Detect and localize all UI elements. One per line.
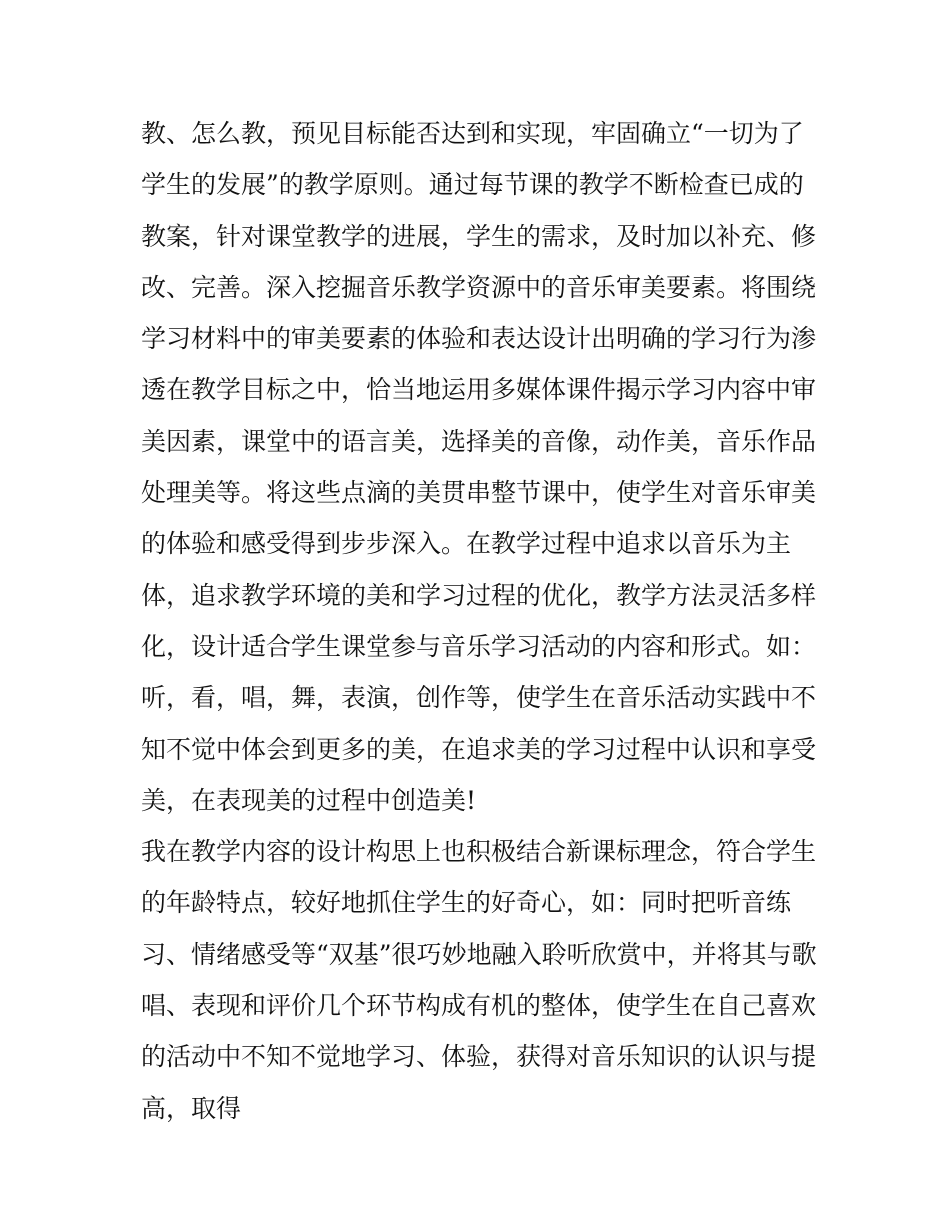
text-line: 教、怎么教，预见目标能否达到和实现，牢固确立“一切为了 xyxy=(141,119,804,148)
text-line: 听，看，唱，舞，表演，创作等，使学生在音乐活动实践中不 xyxy=(141,683,817,713)
text-line: 美，在表现美的过程中创造美! xyxy=(141,785,477,815)
text-line: 的体验和感受得到步步深入。在教学过程中追求以音乐为主 xyxy=(141,529,792,559)
text-line: 我在教学内容的设计构思上也积极结合新课标理念，符合学生 xyxy=(141,837,817,867)
text-line: 教案，针对课堂教学的进展，学生的需求，及时加以补充、修 xyxy=(141,221,817,251)
text-line: 的年龄特点，较好地抓住学生的好奇心，如：同时把听音练 xyxy=(141,888,792,918)
text-line: 唱、表现和评价几个环节构成有机的整体，使学生在自己喜欢 xyxy=(141,991,817,1021)
text-line: 高，取得 xyxy=(141,1093,242,1123)
text-line: 透在教学目标之中，恰当地运用多媒体课件揭示学习内容中审 xyxy=(141,375,817,405)
text-line: 知不觉中体会到更多的美，在追求美的学习过程中认识和享受 xyxy=(141,734,817,764)
text-line: 处理美等。将这些点滴的美贯串整节课中，使学生对音乐审美 xyxy=(141,478,817,508)
text-line: 化，设计适合学生课堂参与音乐学习活动的内容和形式。如： xyxy=(141,631,817,661)
text-line: 学习材料中的审美要素的体验和表达设计出明确的学习行为渗 xyxy=(141,324,817,354)
text-line: 改、完善。深入挖掘音乐教学资源中的音乐审美要素。将围绕 xyxy=(141,272,817,302)
body-text xyxy=(141,108,821,1134)
text-line: 美因素，课堂中的语言美，选择美的音像，动作美，音乐作品 xyxy=(141,426,817,456)
text-line: 习、情绪感受等“双基”很巧妙地融入聆听欣赏中，并将其与歌 xyxy=(141,939,817,969)
text-line: 体，追求教学环境的美和学习过程的优化，教学方法灵活多样 xyxy=(141,580,817,610)
text-line: 的活动中不知不觉地学习、体验，获得对音乐知识的认识与提 xyxy=(141,1042,817,1072)
text-line: 学生的发展”的教学原则。通过每节课的教学不断检查已成的 xyxy=(141,170,804,200)
